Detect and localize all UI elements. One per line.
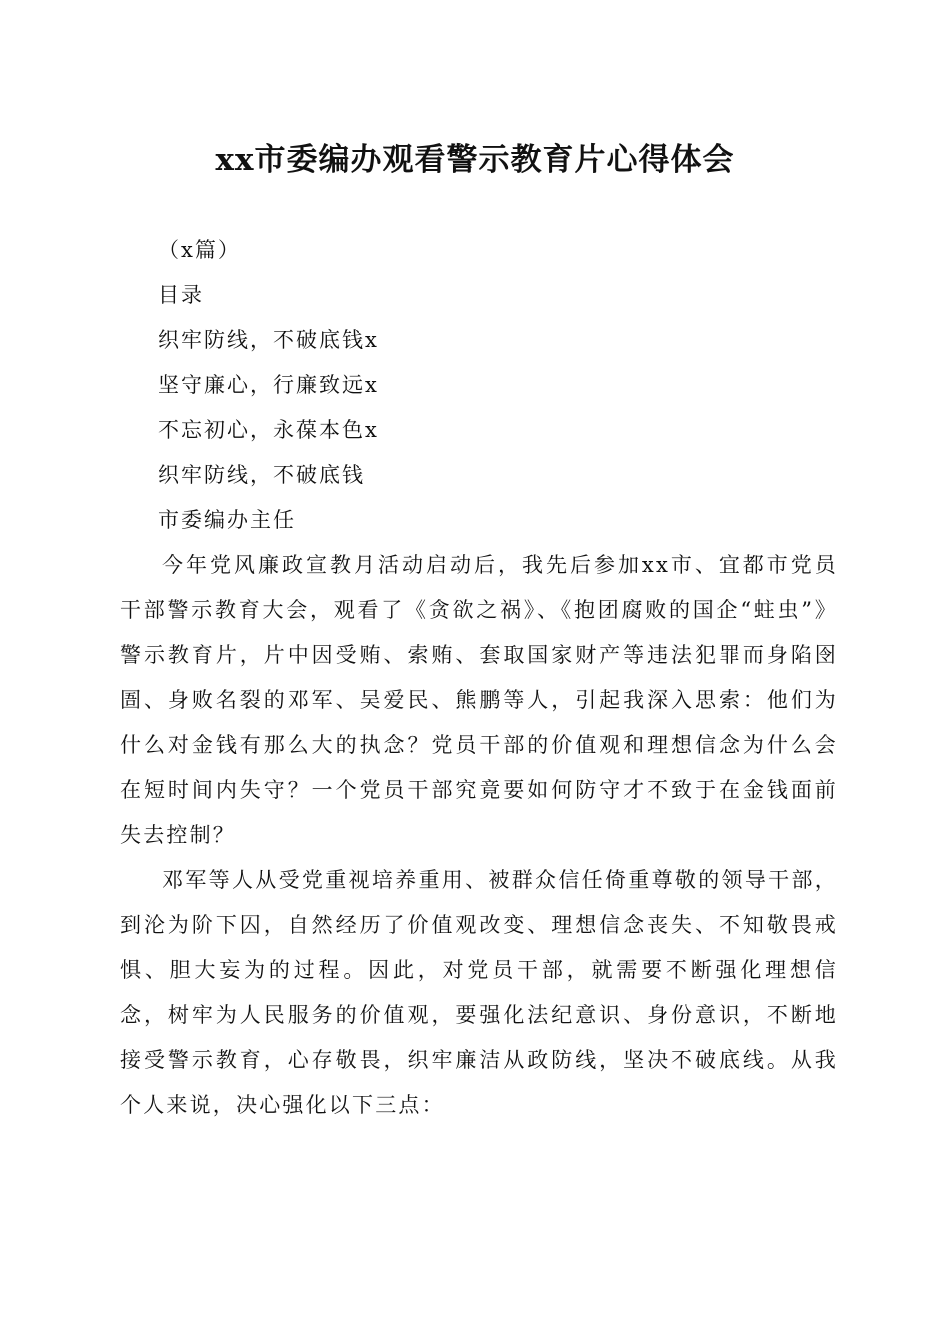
- author-line: 市委编办主任: [158, 508, 296, 532]
- document-title: xx市委编办观看警示教育片心得体会: [215, 142, 735, 178]
- toc-item: 坚守廉心，行廉致远x: [158, 373, 379, 397]
- table-of-contents: [158, 228, 858, 543]
- body-text: [120, 543, 838, 1128]
- toc-heading: 目录: [158, 283, 204, 307]
- toc-item: 织牢防线，不破底钱x: [158, 328, 379, 352]
- article-count: （x篇）: [158, 238, 241, 262]
- toc-item: 不忘初心，永葆本色x: [158, 418, 379, 442]
- section-title: 织牢防线，不破底钱: [158, 463, 365, 487]
- body-paragraph: 邓军等人从受党重视培养重用、被群众信任倚重尊敬的领导干部，到沦为阶下囚，自然经历了价值观改变、理想信念丧失、不知敬畏戒惧、胆大妄为的过程。因此，对党员干部，就需要不断强化理想信念，树牢为人民服务的价值观，要强化法纪意识、身份意识，不断地接受警示教育，心存敬畏，织牢廉洁从政防线，坚决不破底线。从我个人来说，决心强化以下三点：: [120, 868, 838, 1117]
- body-paragraph: 今年党风廉政宣教月活动启动后，我先后参加xx市、宜都市党员干部警示教育大会，观看了《贪欲之祸》、《抱团腐败的国企“蛀虫”》警示教育片，片中因受贿、索贿、套取国家财产等违法犯罪而身陷囹圄、身败名裂的邓军、吴爱民、熊鹏等人，引起我深入思索：他们为什么对金钱有那么大的执念？党员干部的价值观和理想信念为什么会在短时间内失守？一个党员干部究竟要如何防守才不致于在金钱面前失去控制？: [120, 553, 838, 847]
